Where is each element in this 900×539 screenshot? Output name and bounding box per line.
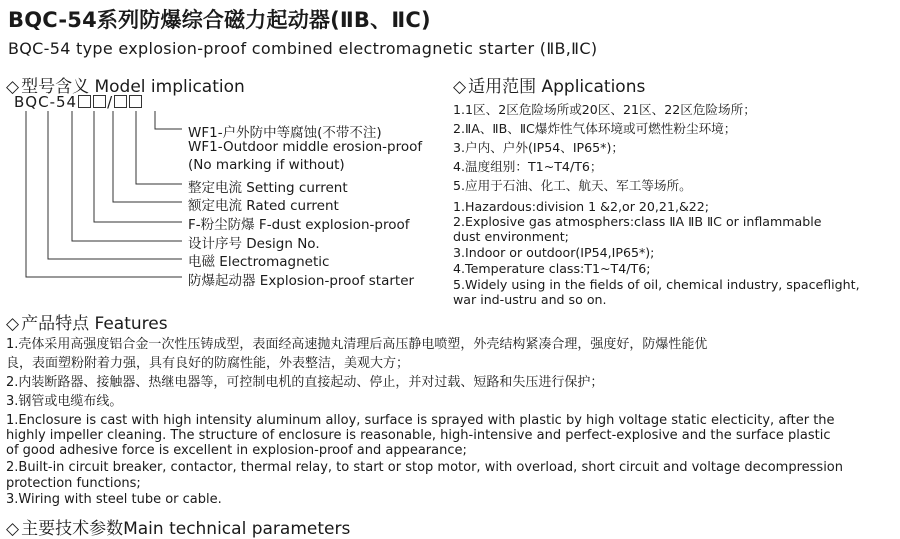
app-cn-1: 2.ⅡA、ⅡB、ⅡC爆炸性气体环境或可燃性粉尘环境； xyxy=(453,121,737,136)
bracket-line-2 xyxy=(136,111,182,184)
model-label-6: 设计序号 Design No. xyxy=(188,236,320,252)
diamond-icon: ◇ xyxy=(453,77,467,97)
app-cn-0: 1.1区、2区危险场所或20区、21区、22区危险场所； xyxy=(453,102,756,117)
app-en-6: war ind-ustru and so on. xyxy=(453,292,607,307)
app-en-3: 3.Indoor or outdoor(IP54,IP65*); xyxy=(453,245,655,260)
diamond-icon: ◇ xyxy=(6,314,20,334)
params-heading-text: 主要技术参数Main technical parameters xyxy=(21,519,351,539)
features-heading-text: 产品特点 Features xyxy=(21,314,168,334)
applications-heading-text: 适用范围 Applications xyxy=(468,77,646,97)
app-en-0: 1.Hazardous:division 1 &2,or 20,21,&22; xyxy=(453,199,710,214)
model-label-4: 额定电流 Rated current xyxy=(188,198,339,214)
model-code-sep: / xyxy=(107,93,114,111)
model-label-5: F-粉尘防爆 F-dust explosion-proof xyxy=(188,217,410,233)
app-en-1: 2.Explosive gas atmosphers:class ⅡA ⅡB ⅡC or inflammable xyxy=(453,214,822,229)
bracket-line-6 xyxy=(48,111,182,259)
model-label-7: 电磁 Electromagnetic xyxy=(188,254,330,270)
features-heading xyxy=(6,309,168,334)
diamond-icon: ◇ xyxy=(6,77,20,97)
bracket-line-3 xyxy=(113,111,182,202)
bracket-line-4 xyxy=(94,111,182,222)
app-cn-2: 3.户内、户外(IP54、IP65*)； xyxy=(453,140,624,155)
page-subtitle: BQC-54 type explosion-proof combined electromagnetic starter (ⅡB,ⅡC) xyxy=(8,39,598,58)
model-label-3: 整定电流 Setting current xyxy=(188,180,348,196)
app-cn-3: 4.温度组别：T1~T4/T6； xyxy=(453,159,603,174)
params-heading xyxy=(6,514,350,539)
model-label-8: 防爆起动器 Explosion-proof starter xyxy=(188,273,415,289)
feat-en-2: of good adhesive force is excellent in explosion-proof and appearance; xyxy=(6,443,467,458)
model-label-2: (No marking if without) xyxy=(188,157,345,173)
model-label-0: WF1-户外防中等腐蚀(不带不注) xyxy=(188,125,382,141)
page-title: BQC-54系列防爆综合磁力起动器(ⅡB、ⅡC) xyxy=(8,8,431,32)
feat-cn-2: 2.内装断路器、接触器、热继电器等，可控制电机的直接起动、停止，并对过载、短路和失压进行保护； xyxy=(6,375,604,390)
diamond-icon: ◇ xyxy=(6,519,20,539)
feat-cn-3: 3.钢管或电缆布线。 xyxy=(6,394,123,409)
feat-en-3: 2.Built-in circuit breaker, contactor, thermal relay, to start or stop motor, with overload, short circuit and voltage decompression xyxy=(6,460,843,475)
feat-en-0: 1.Enclosure is cast with high intensity aluminum alloy, surface is sprayed with plastic by high voltage static electicity, after the xyxy=(6,413,835,428)
bracket-line-7 xyxy=(26,111,182,277)
app-en-2: dust environment; xyxy=(453,229,569,244)
applications-heading xyxy=(453,72,645,97)
model-label-1: WF1-Outdoor middle erosion-proof xyxy=(188,139,423,155)
feat-en-1: highly impeller cleaning. The structure of enclosure is reasonable, high-intensive and perfect-explosive and the surface plastic xyxy=(6,428,831,443)
feat-en-4: protection functions; xyxy=(6,476,141,491)
app-en-4: 4.Temperature class:T1~T4/T6; xyxy=(453,261,651,276)
feat-cn-1: 良，表面塑粉附着力强，具有良好的防腐性能，外表整洁，美观大方； xyxy=(6,356,410,371)
app-cn-4: 5.应用于石油、化工、航天、军工等场所。 xyxy=(453,178,692,193)
model-heading-text: 型号含义 Model implication xyxy=(21,77,245,97)
feat-cn-0: 1.壳体采用高强度铝合金一次性压铸成型，表面经高速抛丸清理后高压静电喷塑，外壳结构紧凑合理，强度好，防爆性能优 xyxy=(6,337,708,352)
app-en-5: 5.Widely using in the fields of oil, chemical industry, spaceflight, xyxy=(453,277,860,292)
bracket-line-1 xyxy=(155,111,182,129)
feat-en-5: 3.Wiring with steel tube or cable. xyxy=(6,492,222,507)
model-code-prefix: BQC-54 xyxy=(14,93,78,111)
